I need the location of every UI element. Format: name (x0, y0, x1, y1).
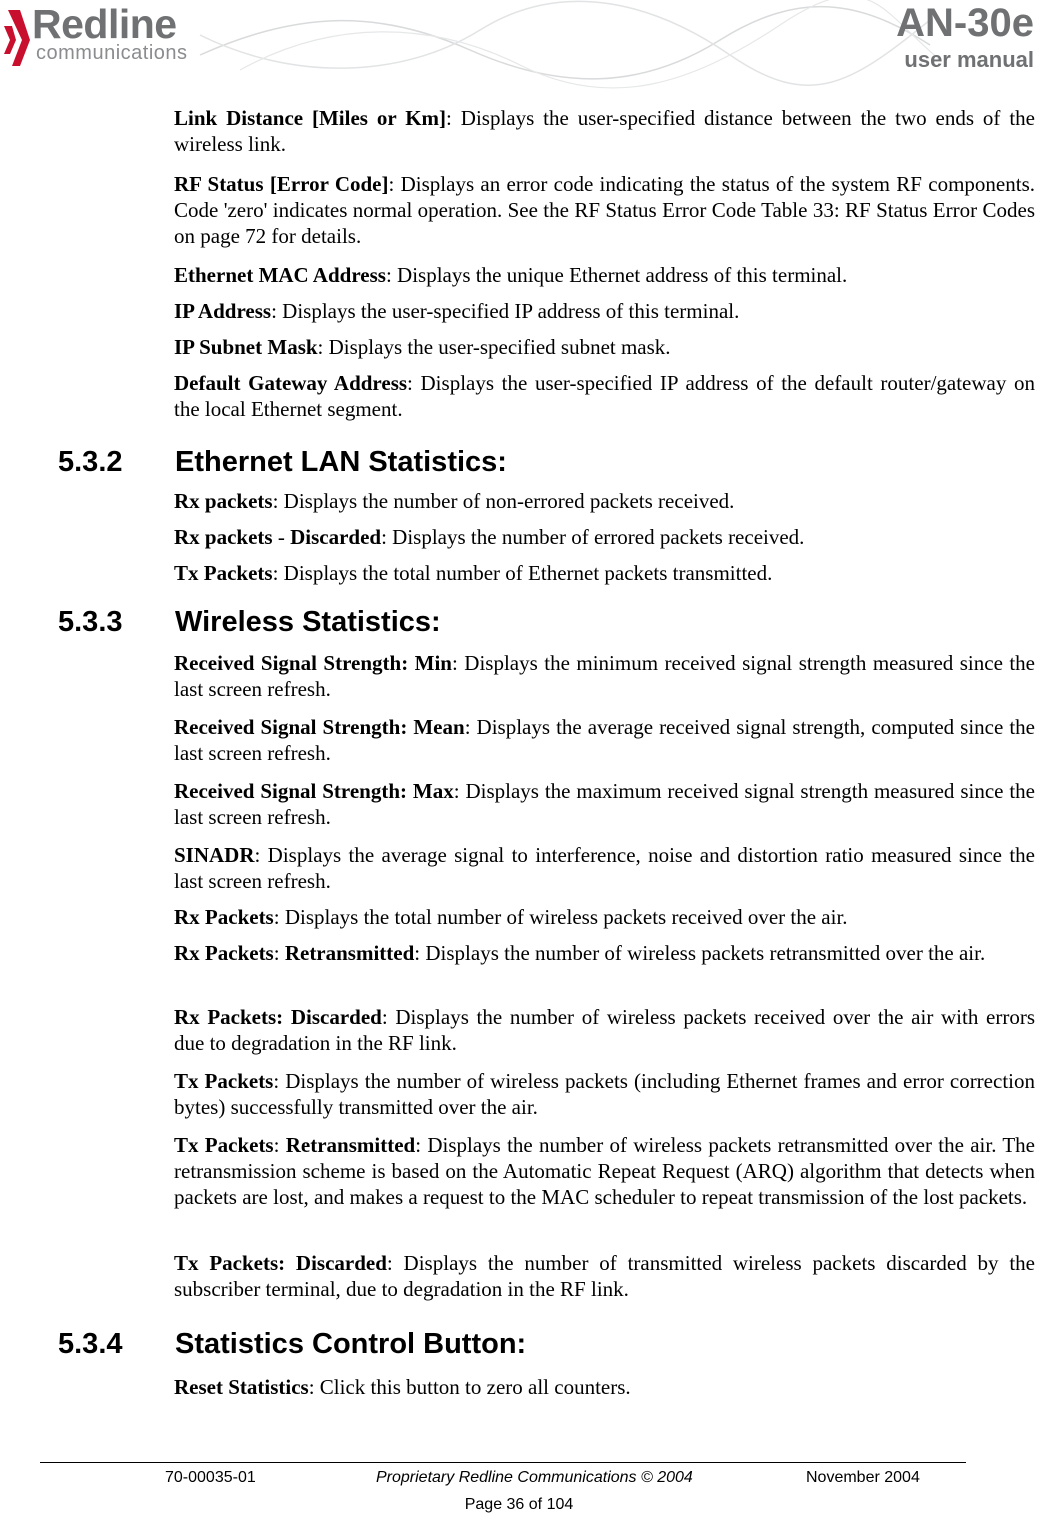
definition-term: SINADR (174, 843, 255, 867)
definition-reset-statistics (174, 1374, 1035, 1400)
definition-text: : Displays the minimum received signal strength measured since the last screen refresh. (174, 651, 1036, 701)
definition-tx-discarded (174, 1250, 1035, 1302)
definition-term: IP Subnet Mask (174, 335, 318, 359)
section-heading-ethernet-lan (58, 445, 507, 479)
definition-rf-status (174, 171, 1035, 249)
page-header (0, 0, 1038, 90)
definition-rss-mean (174, 714, 1035, 766)
definition-rss-min (174, 650, 1035, 702)
definition-subnet-mask (174, 334, 1035, 360)
definition-text: : Displays the user-specified subnet mask. (317, 335, 671, 359)
definition-sinadr (174, 842, 1035, 894)
section-title: Statistics Control Button: (175, 1328, 527, 1360)
definition-term: Default Gateway Address (174, 371, 408, 395)
definition-term: Received Signal Strength: Mean (174, 715, 465, 739)
definition-text: : Displays the number of wireless packets (including Ethernet frames and error correction bytes) successfully transmitted over the air. (174, 1069, 1035, 1119)
definition-separator: : (273, 1133, 286, 1157)
definition-rx-packets-discarded (174, 524, 1035, 550)
document-title: AN-30e (896, 1, 1034, 45)
definition-term: Rx packets (174, 525, 273, 549)
definition-text: : Displays the total number of Ethernet packets transmitted. (272, 561, 773, 585)
definition-term: Rx Packets (174, 941, 274, 965)
footer-proprietary-notice: Proprietary Redline Communications © 2004 (376, 1469, 693, 1486)
definition-ip-address (174, 298, 1035, 324)
definition-term: Tx Packets: Discarded (174, 1251, 387, 1275)
definition-rx-discarded (174, 1004, 1035, 1056)
definition-text: : Displays an error code indicating the status of the system RF components. Code 'zero' indicates normal operation. See the RF Status Error Code Table 33: RF Status Error Codes on page 72 for details. (174, 172, 1036, 248)
definition-text: : Displays the number of transmitted wireless packets discarded by the subscriber terminal, due to degradation in the RF link. (174, 1251, 1035, 1301)
definition-link-distance (174, 105, 1035, 157)
footer-document-number: 70-00035-01 (165, 1469, 256, 1486)
definition-term: Tx Packets (174, 1133, 274, 1157)
definition-term: Rx packets (174, 489, 273, 513)
section-number: 5.3.2 (58, 446, 123, 478)
section-heading-wireless (58, 605, 441, 639)
definition-term: RF Status [Error Code] (174, 172, 389, 196)
definition-text: : Displays the number of non-errored packets received. (272, 489, 735, 513)
definition-text: : Displays the number of wireless packets received over the air with errors due to degradation in the RF link. (174, 1005, 1036, 1055)
definition-term: Received Signal Strength: Min (174, 651, 452, 675)
definition-term: Rx Packets (174, 905, 274, 929)
footer-page-number: Page 36 of 104 (464, 1496, 574, 1513)
logo-subtext: communications (36, 42, 188, 64)
definition-separator: - (272, 525, 291, 549)
definition-text: : Displays the number of wireless packets retransmitted over the air. (414, 941, 986, 965)
definition-text: : Displays the average signal to interference, noise and distortion ratio measured since the last screen refresh. (174, 843, 1035, 893)
definition-text: : Displays the number of errored packets received. (381, 525, 805, 549)
definition-rss-max (174, 778, 1035, 830)
definition-text: : Displays the user-specified distance between the two ends of the wireless link. (174, 106, 1035, 156)
definition-tx-retransmitted (174, 1132, 1035, 1210)
definition-term-secondary: Discarded (290, 525, 382, 549)
definition-term: Reset Statistics (174, 1375, 309, 1399)
definition-text: : Displays the number of wireless packets retransmitted over the air. The retransmission scheme is based on the Automatic Repeat Request (ARQ) algorithm that detects when packets are lost, and makes a request to the MAC scheduler to repeat transmission of the lost packets. (174, 1133, 1035, 1209)
definition-term: IP Address (174, 299, 272, 323)
footer-date: November 2004 (806, 1469, 920, 1486)
section-title: Ethernet LAN Statistics: (175, 446, 507, 478)
definition-term: Rx Packets: Discarded (174, 1005, 382, 1029)
redline-logo-icon (2, 6, 32, 72)
definition-term-secondary: Retransmitted (284, 941, 415, 965)
definition-term: Tx Packets (174, 1069, 274, 1093)
definition-text: : Displays the average received signal strength, computed since the last screen refresh. (174, 715, 1036, 765)
definition-term: Link Distance [Miles or Km] (174, 106, 447, 130)
definition-term-secondary: Retransmitted (285, 1133, 416, 1157)
section-number: 5.3.3 (58, 606, 123, 638)
definition-term: Tx Packets (174, 561, 273, 585)
definition-ethernet-mac (174, 262, 1035, 288)
definition-text: : Displays the user-specified IP address of this terminal. (271, 299, 740, 323)
definition-default-gateway (174, 370, 1035, 422)
definition-wireless-tx-packets (174, 1068, 1035, 1120)
definition-rx-packets (174, 488, 1035, 514)
definition-term: Ethernet MAC Address (174, 263, 386, 287)
document-subtitle: user manual (904, 47, 1034, 72)
section-title: Wireless Statistics: (175, 606, 441, 638)
definition-term: Received Signal Strength: Max (174, 779, 454, 803)
definition-text: : Displays the total number of wireless packets received over the air. (273, 905, 848, 929)
footer-divider (40, 1462, 966, 1463)
definition-text: : Click this button to zero all counters. (308, 1375, 631, 1399)
definition-rx-retransmitted (174, 940, 1035, 966)
section-heading-statistics-control (58, 1327, 526, 1361)
definition-text: : Displays the unique Ethernet address of this terminal. (385, 263, 848, 287)
section-number: 5.3.4 (58, 1328, 123, 1360)
definition-text: : Displays the maximum received signal strength measured since the last screen refresh. (174, 779, 1035, 829)
definition-text: : Displays the user-specified IP address of the default router/gateway on the local Ethernet segment. (174, 371, 1035, 421)
definition-tx-packets (174, 560, 1035, 586)
definition-wireless-rx-packets (174, 904, 1035, 930)
definition-separator: : (273, 941, 285, 965)
logo-wordmark: Redline (32, 1, 177, 47)
